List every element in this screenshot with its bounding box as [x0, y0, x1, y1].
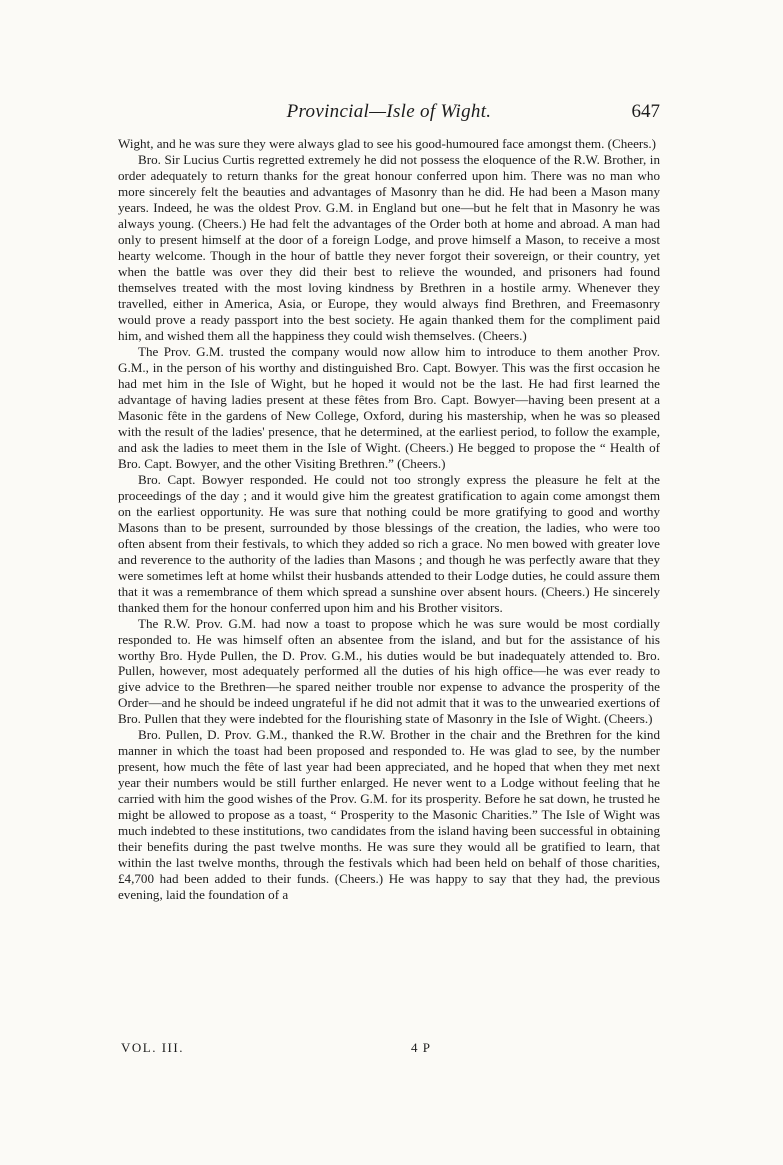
page-header — [118, 101, 660, 125]
paragraph: The R.W. Prov. G.M. had now a toast to propose which he was sure would be most cordially responded to. He was himself often an absentee from the island, and but for the assistance of his worthy Bro. Hyde Pullen, the D. Prov. G.M., his duties would be but inadequately attended to. Bro. Pullen, however, most adequately performed all the duties of his high office—he was ever ready to give advice to the Brethren—he spared neither trouble nor expense to advance the prosperity of the Order—and he should be indeed ungrateful if he did not admit that it was to the unwearied exertions of Bro. Pullen that they were indebted for the flourishing state of Masonry in the Isle of Wight. (Cheers.) — [118, 615, 660, 727]
running-title: Provincial—Isle of Wight. — [286, 101, 492, 122]
article-body — [118, 136, 660, 903]
paragraph: Wight, and he was sure they were always glad to see his good-humoured face amongst them. (Cheers.) — [118, 136, 656, 151]
page-footer — [118, 1040, 660, 1058]
paragraph: Bro. Pullen, D. Prov. G.M., thanked the R.W. Brother in the chair and the Brethren for the kind manner in which the toast had been proposed and responded to. He was glad to see, by the number present, how much the fête of last year had been appreciated, and he hoped that when they met next year their numbers would be still further enlarged. He never went to a Lodge without feeling that he carried with him the good wishes of the Prov. G.M. for its prosperity. Before he sat down, he trusted he might be allowed to propose as a toast, “ Prosperity to the Masonic Charities.” The Isle of Wight was much indebted to these institutions, two candidates from the island having been successful in obtaining their benefits during the past twelve months. He was sure they would all be gratified to learn, that within the last twelve months, through the festivals which had been held on behalf of those charities, £4,700 had been added to their funds. (Cheers.) He was happy to say that they had, the previous evening, laid the foundation of a — [118, 727, 660, 903]
signature-mark: 4 P — [411, 1040, 431, 1055]
paragraph: The Prov. G.M. trusted the company would now allow him to introduce to them another Prov. G.M., in the person of his worthy and distinguished Bro. Capt. Bowyer. This was the first occasion he had met him in the Isle of Wight, but he hoped it would not be the last. He had first learned the advantage of having ladies present at these fêtes from Bro. Capt. Bowyer—having been present at a Masonic fête in the gardens of New College, Oxford, during his mastership, when he was so pleased with the result of the ladies' presence, that he determined, at the earliest period, to follow the example, and ask the ladies to meet them in the Isle of Wight. (Cheers.) He begged to propose the “ Health of Bro. Capt. Bowyer, and the other Visiting Brethren.” (Cheers.) — [118, 343, 660, 471]
page-number: 647 — [631, 101, 660, 122]
paragraph: Bro. Sir Lucius Curtis regretted extremely he did not possess the eloquence of the R.W. Brother, in order adequately to return thanks for the great honour conferred upon him. There was no man who more sincerely felt the beauties and advantages of Masonry than he did. He had been a Mason many years. Indeed, he was the oldest Prov. G.M. in England but one—but he felt that in Masonry he was always young. (Cheers.) He had felt the advantages of the Order both at home and abroad. A man had only to present himself at the door of a foreign Lodge, and prove himself a Mason, to receive a most hearty welcome. Though in the hour of battle they never forgot their sovereign, or their country, yet when the battle was over they did their best to relieve the wounded, and prisoners had found themselves treated with the most loving kindness by Brethren in a hostile army. Whenever they travelled, either in America, Asia, or Europe, they would always find Brethren, and Freemasonry would prove a ready passport into the best society. He again thanked them for the compliment paid him, and wished them all the happiness they could wish themselves. (Cheers.) — [118, 151, 660, 343]
paragraph: Bro. Capt. Bowyer responded. He could not too strongly express the pleasure he felt at the proceedings of the day ; and it would give him the greatest gratification to again come amongst them on the earliest opportunity. He was sure that nothing could be more gratifying to good and worthy Masons than to be present, surrounded by those blessings of the creation, the ladies, who were too often absent from their festivals, to which they added so rich a grace. No men bowed with greater love and reverence to the authority of the ladies than Masons ; and though he was perfectly aware that they were sometimes left at home whilst their husbands attended to their Lodge duties, he could assure them that it was a remembrance of them which spread a sunshine over absent hours. (Cheers.) He sincerely thanked them for the honour conferred upon him and his Brother visitors. — [118, 471, 660, 615]
volume-label: VOL. III. — [121, 1040, 184, 1055]
